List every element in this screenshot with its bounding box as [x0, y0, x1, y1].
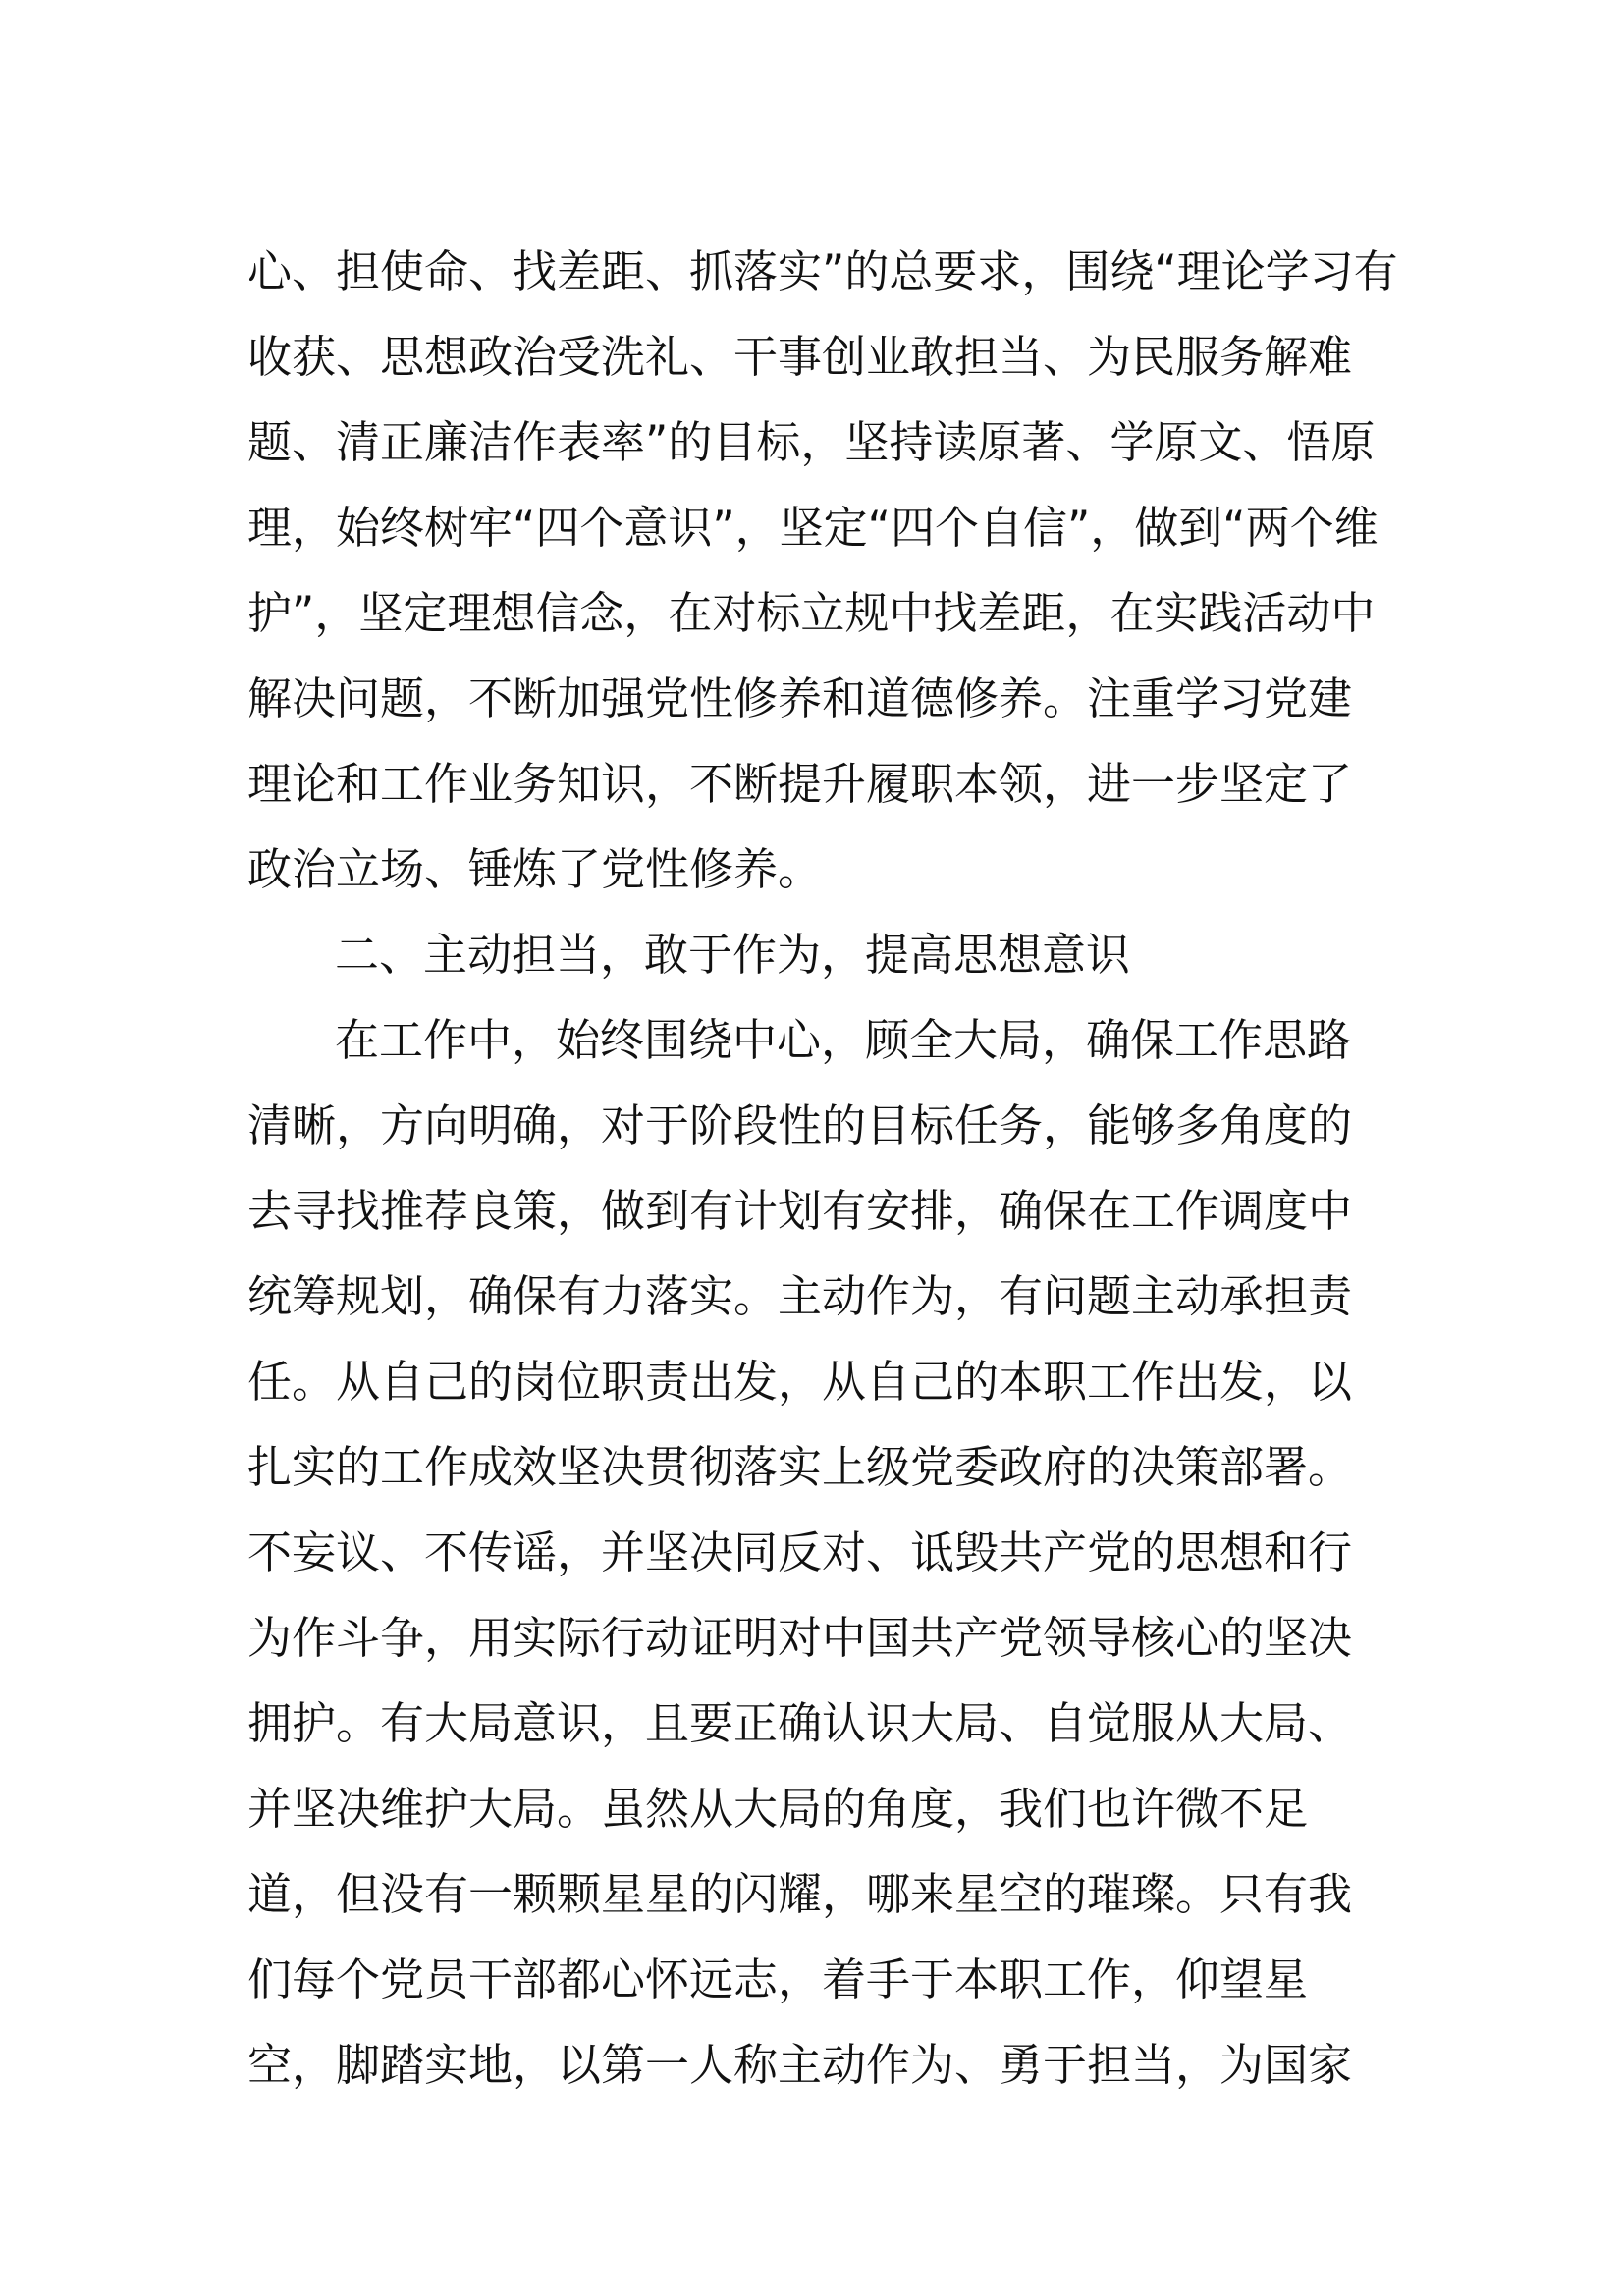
paragraph-line: 道，但没有一颗颗星星的闪耀，哪来星空的璀璨。只有我: [247, 1868, 1353, 1920]
paragraph-line: 为作斗争，用实际行动证明对中国共产党领导核心的坚决: [247, 1612, 1353, 1664]
paragraph-line: 题、清正廉洁作表率”的目标，坚持读原著、学原文、悟原: [247, 416, 1376, 468]
paragraph-line: 们每个党员干部都心怀远志，着手于本职工作，仰望星: [247, 1953, 1309, 2005]
paragraph-line: 去寻找推荐良策，做到有计划有安排，确保在工作调度中: [247, 1185, 1353, 1237]
paragraph-line: 理，始终树牢“四个意识”，坚定“四个自信”，做到“两个维: [247, 502, 1379, 554]
paragraph-line: 任。从自己的岗位职责出发，从自己的本职工作出发，以: [247, 1356, 1353, 1408]
paragraph-line: 政治立场、锤炼了党性修养。: [247, 843, 823, 895]
paragraph-line: 并坚决维护大局。虽然从大局的角度，我们也许微不足: [247, 1783, 1309, 1835]
paragraph-line: 清晰，方向明确，对于阶段性的目标任务，能够多角度的: [247, 1099, 1353, 1151]
paragraph-line: 不妄议、不传谣，并坚决同反对、诋毁共产党的思想和行: [247, 1526, 1353, 1578]
paragraph-line: 扎实的工作成效坚决贯彻落实上级党委政府的决策部署。: [247, 1441, 1353, 1493]
paragraph-line: 在工作中，始终围绕中心，顾全大局，确保工作思路: [335, 1014, 1352, 1066]
paragraph-line: 拥护。有大局意识，且要正确认识大局、自觉服从大局、: [247, 1697, 1353, 1749]
paragraph-line: 护”，坚定理想信念，在对标立规中找差距，在实践活动中: [247, 587, 1376, 639]
paragraph-line: 心、担使命、找差距、抓落实”的总要求，围绕“理论学习有: [247, 245, 1398, 297]
paragraph-line: 空，脚踏实地，以第一人称主动作为、勇于担当，为国家: [247, 2039, 1353, 2091]
paragraph-line: 理论和工作业务知识，不断提升履职本领，进一步坚定了: [247, 758, 1353, 810]
paragraph-line: 统筹规划，确保有力落实。主动作为，有问题主动承担责: [247, 1270, 1353, 1322]
paragraph-line: 解决问题，不断加强党性修养和道德修养。注重学习党建: [247, 672, 1353, 724]
section-heading: 二、主动担当，敢于作为，提高思想意识: [335, 929, 1131, 981]
paragraph-line: 收获、思想政治受洗礼、干事创业敢担当、为民服务解难: [247, 331, 1353, 383]
